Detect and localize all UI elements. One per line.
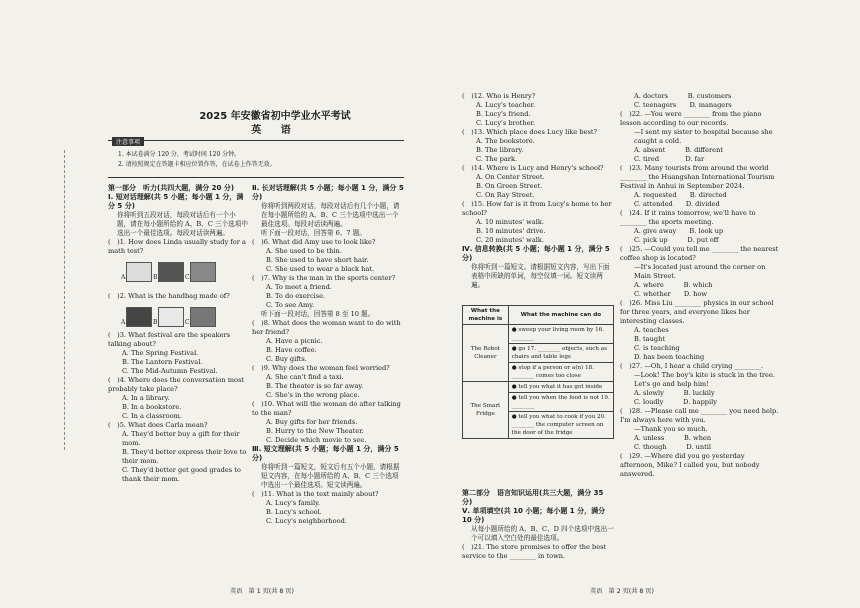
option: A. give away B. look up [634,227,724,235]
footer-page-1: 英语 第 1 页(共 8 页) [230,588,294,595]
question-2-pictures [108,301,248,331]
option: A. unless B. when [634,434,712,442]
option: C. is teaching [634,344,680,352]
question-5: ( )5. What does Carla mean? [108,421,208,429]
option: A. requested B. directed [634,191,727,199]
option: C. loudly D. happily [634,398,717,406]
section2-subheading: 听下面一段对话，回答第 8 至 10 题。 [261,310,375,318]
question-12: ( )12. Who is Henry? [462,92,536,100]
option: A. Lucy's teacher. [476,101,536,109]
option: B. The Lantern Festival. [122,358,203,366]
option: A. To meet a friend. [266,283,332,291]
column-4 [620,92,780,479]
option: C. The park. [476,155,518,163]
option: A. She can't find a taxi. [266,373,344,381]
section1-title: Ⅰ. 短对话理解(共 5 小题；每小题 1 分，满分 5 分) [108,193,244,210]
dialogue-line: —I sent my sister to hospital because she caught a cold. [634,128,773,145]
option: A. She used to be thin. [266,247,342,255]
dialogue-line: —Thank you so much. [634,425,708,433]
info-table [462,305,614,439]
option: A. The bookstore. [476,137,535,145]
table-header: What the machine can do [508,306,613,325]
table-cell: The Robot Cleaner [463,325,509,382]
question-10: ( )10. What will the woman do after talking to the man? [252,400,401,417]
option: C. attended D. divided [634,200,720,208]
question-9: ( )9. Why does the woman feel worried? [252,364,390,372]
footer-page-2: 英语 第 2 页(共 8 页) [590,588,654,595]
option: C. She's in the wrong place. [266,391,360,399]
option: C. She used to wear a black hat. [266,265,375,273]
section3-title: Ⅲ. 短文理解(共 5 小题；每小题 1 分，满分 5 分) [252,445,399,462]
column-2 [252,184,404,526]
option: A. The Spring Festival. [122,349,199,357]
question-7: ( )7. Why is the man in the sports center? [252,274,396,282]
handbag-a-icon: A. [126,307,152,327]
option: A. where B. which [634,281,713,289]
option: C. tired D. far [634,155,705,163]
question-28: ( )28. —Please call me ________ you need help. I'm always here with you. [620,407,779,424]
section1-instructions: 你将听到五段对话，每段对话后有一个小题，请在每小题所给的 A、B、C 三个选项中选出一个最佳选项。每段对话读两遍。 [117,211,248,237]
option: D. has been teaching [634,353,705,361]
option: C. To see Amy. [266,301,315,309]
option: B. 10 minutes' drive. [476,227,546,235]
section5-title: Ⅴ. 单项填空(共 10 小题；每小题 1 分，满分 10 分) [462,507,606,524]
question-23: ( )23. Many tourists from around the world ________ the Huangshan International Tourism Festival in Anhui in September 2024. [620,164,775,190]
question-14: ( )14. Where is Lucy and Henry's school? [462,164,604,172]
question-21: ( )21. The store promises to offer the best service to the ________ in town. [462,543,607,560]
table-cell: ● sweep your living room by 16. ________ [508,325,613,344]
option: B. Lucy's friend. [476,110,531,118]
notice-line-2: 2. 请按照规定在答题卡相应位置作答，在试卷上作答无效。 [118,161,276,168]
question-13: ( )13. Which place does Lucy like best? [462,128,598,136]
section4-title: Ⅳ. 信息转换(共 5 小题；每小题 1 分，满分 5 分) [462,245,610,262]
option: A. doctors B. customers [634,92,732,100]
question-8: ( )8. What does the woman want to do with her friend? [252,319,401,336]
option: C. pick up D. put off [634,236,719,244]
option: B. The theater is so far away. [266,382,364,390]
notice-line-1: 1. 本试卷满分 120 分，考试时间 120 分钟。 [118,151,241,158]
handbag-c-icon: C. [190,307,216,327]
option: C. In a classroom. [122,412,182,420]
option: A. Lucy's family. [266,499,321,507]
option: B. Hurry to the New Theater. [266,427,364,435]
question-24: ( )24. If it rains tomorrow, we'll have to ________ the sports meeting. [620,209,756,226]
question-2: ( )2. What is the handbag made of? [108,292,230,300]
option: C. Lucy's neighborhood. [266,517,347,525]
option: B. To do exercise. [266,292,326,300]
question-4: ( )4. Where does the conversation most probably take place? [108,376,244,393]
question-26: ( )26. Miss Liu ________ physics in our school for three years, and everyone likes her interesting classes. [620,299,774,325]
exam-subject: 英 语 [251,125,299,136]
question-15: ( )15. How far is it from Lucy's home to her school? [462,200,612,217]
question-6: ( )6. What did Amy use to look like? [252,238,376,246]
dialogue-line: —Look! The boy's kite is stuck in the tree. Let's go and help him! [634,371,775,388]
option: C. though D. until [634,443,711,451]
column-3-bottom [462,489,614,561]
question-1-pictures [108,256,248,292]
option: A. On Center Street. [476,173,545,181]
table-cell: ● go 17. ________ objects, such as chairs and table legs [508,344,613,363]
section4-instructions: 你将听到一篇短文。请根据短文内容，写出下面表格中所缺的单词，每空仅填一词。短文读两遍。 [471,263,610,289]
option: B. taught [634,335,665,343]
option: A. They'd better buy a gift for their mom. [122,430,240,447]
table-cell: ● stop if a person or a(n) 18. ________ comes too close [508,363,613,382]
option: C. whether D. how [634,290,708,298]
option: C. Buy gifts. [266,355,307,363]
picture-b-icon: B. [158,262,184,282]
option: B. In a bookstore. [122,403,182,411]
option: C. teenagers D. managers [634,101,732,109]
handbag-b-icon: B. [158,307,184,327]
exam-title: 2025 年安徽省初中学业水平考试 [199,111,351,122]
table-cell: ● tell you when the food is not 19. ________ [508,393,613,412]
column-3 [462,92,614,290]
part2-heading: 第二部分 语言知识运用(共三大题，满分 35 分) [462,489,604,506]
question-22: ( )22. —You were ________ from the piano lesson according to our records. [620,110,762,127]
option: B. On Green Street. [476,182,543,190]
option: A. absent B. different [634,146,723,154]
option: B. The library. [476,146,524,154]
section2-instructions: 你将听到两段对话，每段对话后有几个小题，请在每小题所给的 A、B、C 三个选项中选出一个最佳选项。每段对话读两遍。 [261,202,400,228]
notice-box [108,140,404,178]
picture-a-icon: A. [126,262,152,282]
option: A. teaches [634,326,669,334]
table-header: What the machine is [463,306,509,325]
option: C. 20 minutes' walk. [476,236,544,244]
option: A. slowly B. luckily [634,389,715,397]
option: C. They'd better get good grades to thank their mom. [122,466,241,483]
column-1 [108,184,248,484]
question-3: ( )3. What festival are the speakers talking about? [108,331,231,348]
option: B. They'd better express their love to their mom. [122,448,247,465]
question-1: ( )1. How does Linda usually study for a math test? [108,238,246,255]
binding-line [64,150,65,450]
question-27: ( )27. —Oh, I hear a child crying ________. [620,362,764,370]
section2-title: Ⅱ. 长对话理解(共 5 小题；每小题 1 分，满分 5 分) [252,184,404,201]
table-cell: ● tell you what to cook if you 20. ________ the computer screen on the door of the fridge [508,412,613,439]
option: B. Have coffee. [266,346,317,354]
option: C. Lucy's brother. [476,119,536,127]
section2-subheading: 听下面一段对话，回答第 6、7 题。 [261,229,366,237]
question-25: ( )25. —Could you tell me ________ the nearest coffee shop is located? [620,245,779,262]
table-cell: The Smart Fridge [463,382,509,439]
section5-instructions: 从每小题所给的 A、B、C、D 四个选项中选出一个可以填入空白处的最佳选项。 [471,525,614,542]
option: A. In a library. [122,394,170,402]
question-11: ( )11. What is the text mainly about? [252,490,379,498]
option: C. The Mid-Autumn Festival. [122,367,218,375]
option: A. Buy gifts for her friends. [266,418,358,426]
picture-c-icon: C. [190,262,216,282]
option: C. On Ray Street. [476,191,535,199]
question-29: ( )29. —Where did you go yesterday afternoon, Mike? I called you, but nobody answered. [620,452,760,478]
section3-instructions: 你将听到一篇短文，短文后有五个小题，请根据短文内容，在每小题所给的 A、B、C 三个选项中选出一个最佳选项。短文读两遍。 [261,463,400,489]
option: B. Lucy's school. [266,508,322,516]
option: A. 10 minutes' walk. [476,218,544,226]
option: B. She used to have short hair. [266,256,369,264]
part1-heading: 第一部分 听力(共四大题，满分 20 分) [108,184,235,192]
notice-tag: 注意事项 [112,137,144,146]
dialogue-line: —It's located just around the corner on Main Street. [634,263,766,280]
option: A. Have a picnic. [266,337,323,345]
option: C. Decide which movie to see. [266,436,367,444]
table-cell: ● tell you what it has got inside [508,382,613,393]
